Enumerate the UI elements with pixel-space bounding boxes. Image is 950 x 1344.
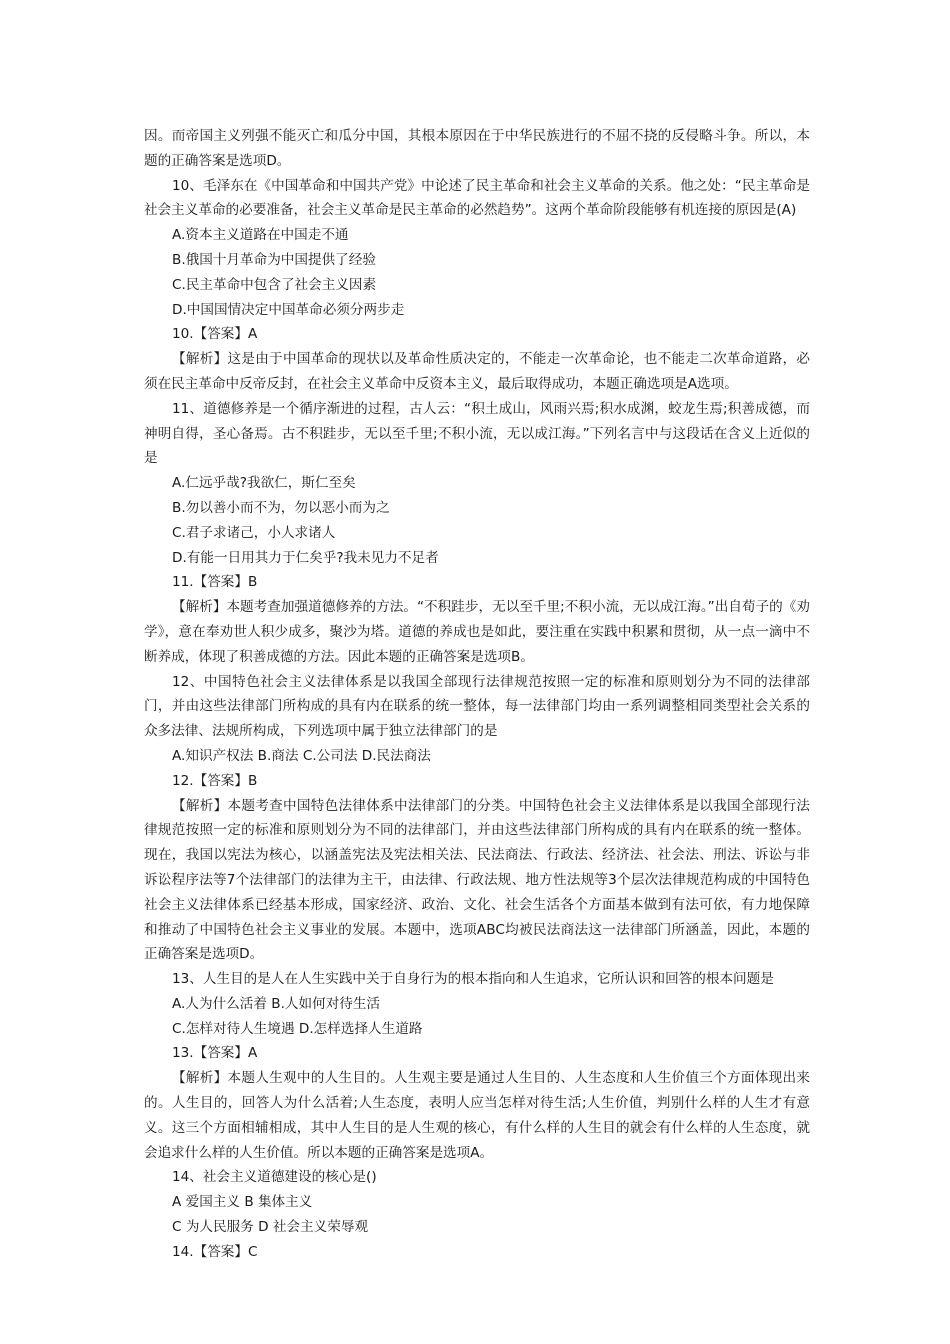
paragraph-q9-explanation-end: 因。而帝国主义列强不能灭亡和瓜分中国，其根本原因在于中华民族进行的不屈不挠的反侵略斗争。所以，本题的正确答案是选项D。 [144,128,810,169]
option-10-a: A.资本主义道路在中国走不通 [172,227,349,244]
question-12: 12、中国特色社会主义法律体系是以我国全部现行法律规范按照一定的标准和原则划分为不同的法律部门，并由这些法律部门所构成的具有内在联系的统一整体，每一法律部门均由一系列调整相同类型社会关系的众多法律、法规所构成，下列选项中属于独立法律部门的是 [144,673,810,740]
option-10-d: D.中国国情决定中国革命必须分两步走 [172,301,405,318]
options-12: A.知识产权法 B.商法 C.公司法 D.民法商法 [172,747,431,764]
answer-11: 11.【答案】B [172,574,258,591]
explanation-12: 【解析】本题考查中国特色法律体系中法律部门的分类。中国特色社会主义法律体系是以我国全部现行法律规范按照一定的标准和原则划分为不同的法律部门，并由这些法律部门所构成的具有内在联系的统一整体。现在，我国以宪法为核心，以涵盖宪法及宪法相关法、民法商法、行政法、经济法、社会法、刑法、诉讼与非诉讼程序法等7个法律部门的法律为主干，由法律、行政法规、地方性法规等3个层次法律规范构成的中国特色社会主义法律体系已经基本形成，国家经济、政治、文化、社会生活各个方面基本做到有法可依，有力地保障和推动了中国特色社会主义事业的发展。本题中，选项ABC均被民法商法这一法律部门所涵盖，因此，本题的正确答案是选项D。 [144,797,810,963]
options-13-ab: A.人为什么活着 B.人如何对待生活 [172,995,381,1012]
question-13: 13、人生目的是人在人生实践中关于自身行为的根本指向和人生追求，它所认识和回答的根本问题是 [172,971,774,988]
question-10: 10、毛泽东在《中国革命和中国共产党》中论述了民主革命和社会主义革命的关系。他之处：“民主革命是社会主义革命的必要准备，社会主义革命是民主革命的必然趋势”。这两个革命阶段能够有机连接的原因是(A) [144,177,810,219]
document-body [144,124,810,1265]
options-13-cd: C.怎样对待人生境遇 D.怎样选择人生道路 [172,1020,423,1037]
option-11-b: B.勿以善小而不为，勿以恶小而为之 [172,499,390,516]
option-10-b: B.俄国十月革命为中国提供了经验 [172,251,376,268]
option-11-c: C.君子求诸己，小人求诸人 [172,524,336,541]
question-11: 11、道德修养是一个循序渐进的过程，古人云：“积土成山，风雨兴焉;积水成渊，蛟龙生焉;积善成德，而神明自得，圣心备焉。古不积跬步，无以至千里;不积小流，无以成江海。”下列名言中与这段话在含义上近似的是 [144,400,810,467]
options-14-ab: A 爱国主义 B 集体主义 [172,1194,313,1211]
option-10-c: C.民主革命中包含了社会主义因素 [172,276,377,293]
option-11-d: D.有能一日用其力于仁矣乎?我未见力不足者 [172,549,439,566]
answer-10: 10.【答案】A [172,326,258,343]
answer-12: 12.【答案】B [172,772,258,789]
options-14-cd: C 为人民服务 D 社会主义荣辱观 [172,1219,369,1236]
answer-13: 13.【答案】A [172,1045,258,1062]
question-14: 14、社会主义道德建设的核心是() [172,1169,377,1186]
explanation-10: 【解析】这是由于中国革命的现状以及革命性质决定的，不能走一次革命论，也不能走二次革命道路，必须在民主革命中反帝反封，在社会主义革命中反资本主义，最后取得成功，本题正确选项是A选项。 [144,351,810,392]
explanation-13: 【解析】本题人生观中的人生目的。人生观主要是通过人生目的、人生态度和人生价值三个方面体现出来的。人生目的，回答人为什么活着;人生态度，表明人应当怎样对待生活;人生价值，判别什么样的人生才有意义。这三个方面相辅相成，其中人生目的是人生观的核心，有什么样的人生目的就会有什么样的人生态度，就会追求什么样的人生价值。所以本题的正确答案是选项A。 [144,1070,810,1161]
answer-14: 14.【答案】C [172,1243,258,1260]
explanation-11: 【解析】本题考查加强道德修养的方法。“不积跬步，无以至千里;不积小流，无以成江海。”出自荀子的《劝学》，意在奉劝世人积少成多，聚沙为塔。道德的养成也是如此，要注重在实践中积累和贯彻，从一点一滴中不断养成，体现了积善成德的方法。因此本题的正确答案是选项B。 [144,599,810,665]
option-11-a: A.仁远乎哉?我欲仁，斯仁至矣 [172,475,356,492]
